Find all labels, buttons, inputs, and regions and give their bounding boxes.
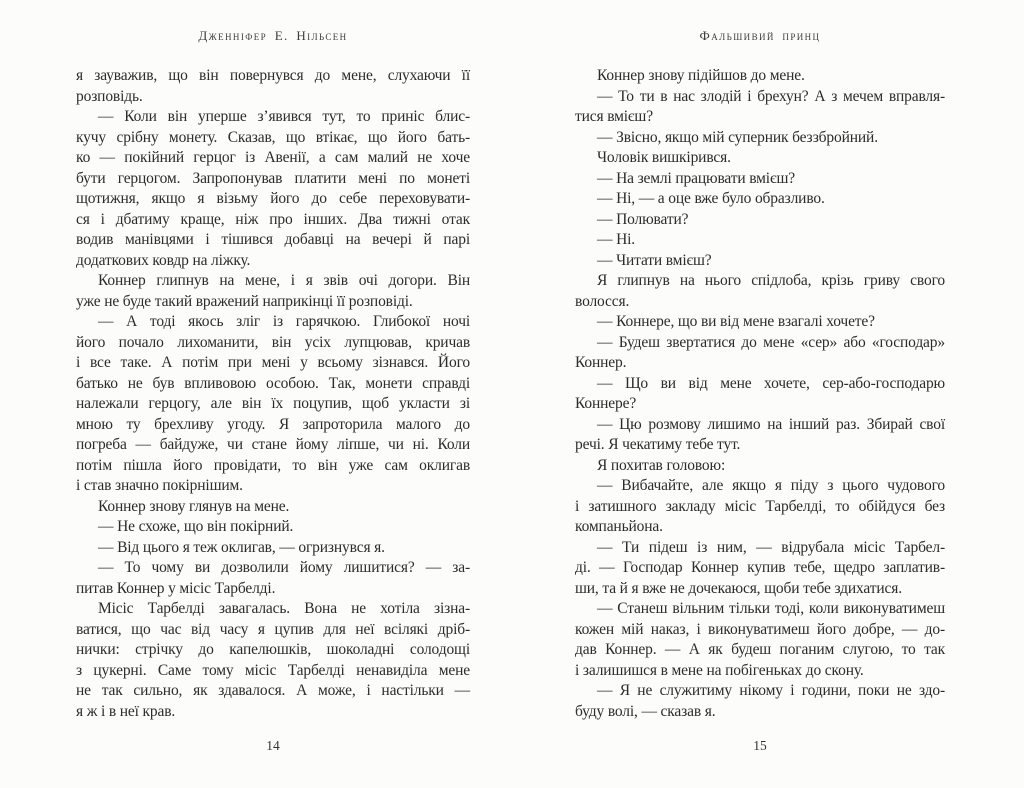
text-line: погреба — байдуже, чи стане йому ліпше, чи ні. Коли bbox=[76, 436, 470, 453]
text-line: — То чому ви дозволили йому лишитися? — за- bbox=[98, 559, 470, 576]
paragraph bbox=[76, 312, 470, 497]
paragraph bbox=[76, 107, 470, 271]
paragraph bbox=[575, 87, 945, 128]
paragraph bbox=[76, 271, 470, 312]
paragraph bbox=[575, 538, 945, 600]
text-line: — Коли він уперше з’явився тут, то приніс блис- bbox=[98, 108, 470, 125]
paragraph bbox=[76, 599, 470, 722]
text-line: Місіс Тарбелді завагалась. Вона не хотіла зізна- bbox=[98, 600, 470, 617]
paragraph bbox=[575, 374, 945, 415]
text-line: — Звісно, якщо мій суперник беззбройний. bbox=[597, 128, 878, 146]
paragraph bbox=[575, 230, 945, 251]
paragraph bbox=[76, 66, 470, 107]
text-line: — Цю розмову лишимо на інший раз. Збирай свої bbox=[597, 415, 945, 433]
paragraph bbox=[76, 497, 470, 518]
text-line: дав Коннер. — А як будеш поганим слугою, то так bbox=[575, 641, 945, 658]
text-line: ши, та й я вже не дочекаюся, щоби тебе здихатися. bbox=[575, 579, 902, 597]
running-head-author: Дженніфер Е. Нільсен bbox=[198, 28, 348, 43]
text-line: потім пішла його провідати, то він уже сам оклигав bbox=[76, 456, 470, 474]
text-line: — Ти підеш із ним, — відрубала місіс Тарбел- bbox=[597, 538, 945, 556]
text-line: — Ні. bbox=[597, 231, 636, 248]
paragraph bbox=[575, 456, 945, 477]
text-line: волосся. bbox=[575, 292, 630, 310]
page-number: 14 bbox=[266, 738, 280, 753]
text-line: Коннер знову глянув на мене. bbox=[98, 497, 290, 515]
text-line: я ж і в неї крав. bbox=[76, 702, 176, 720]
text-line: з цукерні. Саме тому місіс Тарбелді ненавиділа мене bbox=[76, 661, 470, 679]
paragraph bbox=[575, 66, 945, 87]
text-line: уже не буде такий вражений наприкінці її розповіді. bbox=[76, 292, 413, 310]
paragraph bbox=[575, 312, 945, 333]
text-line: ко — покійний герцог із Авенії, а сам малий не хоче bbox=[76, 149, 470, 166]
text-line: — Я не служитиму нікому і години, поки не здо- bbox=[597, 682, 945, 699]
paragraph bbox=[575, 415, 945, 456]
text-line: Коннер. bbox=[575, 354, 627, 371]
text-line: щотижня, якщо я візьму його до себе переховувати- bbox=[76, 190, 470, 207]
page-number: 15 bbox=[753, 738, 767, 753]
text-line: і залишишся в мене на побігеньках до скону. bbox=[575, 661, 864, 679]
running-head-title: Фальшивий принц bbox=[699, 28, 821, 43]
text-line: компаньйона. bbox=[575, 518, 663, 535]
left-page-text bbox=[76, 66, 470, 722]
paragraph bbox=[76, 517, 470, 538]
paragraph bbox=[575, 599, 945, 681]
text-line: — Читати вмієш? bbox=[597, 251, 712, 269]
paragraph bbox=[575, 169, 945, 190]
text-line: не так сильно, як здавалося. А може, і настільки — bbox=[76, 682, 470, 699]
text-line: і все таке. А потім при мені у всьому зізнався. Його bbox=[76, 354, 470, 371]
right-page-text bbox=[575, 66, 945, 722]
paragraph bbox=[76, 558, 470, 599]
paragraph bbox=[575, 251, 945, 272]
text-line: ся і дбатиму краще, ніж про інших. Два тижні отак bbox=[76, 210, 470, 228]
text-line: Коннер глипнув на мене, і я звів очі догори. Він bbox=[98, 272, 470, 289]
paragraph bbox=[575, 210, 945, 231]
text-line: ді. — Господар Коннер купив тебе, щедро заплатив- bbox=[575, 559, 945, 576]
paragraph bbox=[575, 681, 945, 722]
text-line: мною ту брехливу угоду. Я запроторила малого до bbox=[76, 415, 470, 433]
text-line: Чоловік вишкірився. bbox=[597, 149, 731, 166]
text-line: — Будеш звертатися до мене «сер» або «господар» bbox=[597, 333, 945, 351]
text-line: — Вибачайте, але якщо я піду з цього чудового bbox=[597, 477, 945, 494]
paragraph bbox=[76, 538, 470, 559]
text-line: розповідь. bbox=[76, 87, 143, 105]
text-line: і затишного закладу місіс Тарбелді, то обійдуся без bbox=[575, 497, 945, 515]
text-line: я зауважив, що він повернувся до мене, слухаючи її bbox=[76, 67, 470, 84]
text-line: тися вмієш? bbox=[575, 108, 653, 125]
text-line: питав Коннер у місіс Тарбелді. bbox=[76, 579, 276, 597]
paragraph bbox=[575, 148, 945, 169]
text-line: належали герцогу, але він їх поцупив, щоб укласти зі bbox=[76, 395, 470, 412]
text-line: — А тоді якось зліг із гарячкою. Глибокої ночі bbox=[98, 313, 470, 330]
text-line: і став значно покірнішим. bbox=[76, 477, 243, 494]
text-line: додаткових ковдр на ліжку. bbox=[76, 251, 251, 269]
text-line: його почало лихоманити, він усіх лупцював, кричав bbox=[76, 333, 470, 351]
text-line: Коннер знову підійшов до мене. bbox=[597, 67, 805, 84]
paragraph bbox=[575, 128, 945, 149]
text-line: — Станеш вільним тільки тоді, коли виконуватимеш bbox=[597, 600, 945, 617]
text-line: водив манівцями і тішився добавці на вечері й парі bbox=[76, 231, 470, 248]
text-line: кучу срібну монету. Сказав, що втікає, що його бать- bbox=[76, 128, 470, 146]
text-line: Я глипнув на нього спідлоба, крізь гриву свого bbox=[597, 272, 945, 289]
text-line: нички: стрічку до капелюшків, шоколадні солодощі bbox=[76, 641, 470, 658]
paragraph bbox=[575, 271, 945, 312]
text-line: ватися, що час від часу я цупив для неї всілякі дріб- bbox=[76, 620, 470, 638]
text-line: — Ні, — а оце вже було образливо. bbox=[597, 190, 825, 207]
text-line: буду волі, — сказав я. bbox=[575, 702, 716, 720]
text-line: — Від цього я теж оклигав, — огризнувся я. bbox=[98, 538, 385, 556]
paragraph bbox=[575, 333, 945, 374]
text-line: — Полювати? bbox=[597, 210, 689, 228]
paragraph bbox=[575, 189, 945, 210]
text-line: Коннере? bbox=[575, 395, 637, 412]
text-line: — Не схоже, що він покірний. bbox=[98, 518, 294, 535]
text-line: — Коннере, що ви від мене взагалі хочете? bbox=[597, 313, 875, 330]
text-line: — То ти в нас злодій і брехун? А з мечем вправля- bbox=[597, 87, 945, 105]
text-line: речі. Я чекатиму тебе тут. bbox=[575, 436, 741, 453]
text-line: — Що ви від мене хочете, сер-або-господарю bbox=[597, 374, 945, 392]
text-line: бути герцогом. Запропонував платити мені по монеті bbox=[76, 169, 470, 187]
text-line: батько не був впливовою особою. Так, монети справді bbox=[76, 374, 470, 392]
paragraph bbox=[575, 476, 945, 538]
text-line: — На землі працювати вмієш? bbox=[597, 169, 795, 187]
text-line: Я похитав головою: bbox=[597, 456, 726, 474]
text-line: кожен мій наказ, і виконуватимеш його добре, — до- bbox=[575, 620, 945, 638]
